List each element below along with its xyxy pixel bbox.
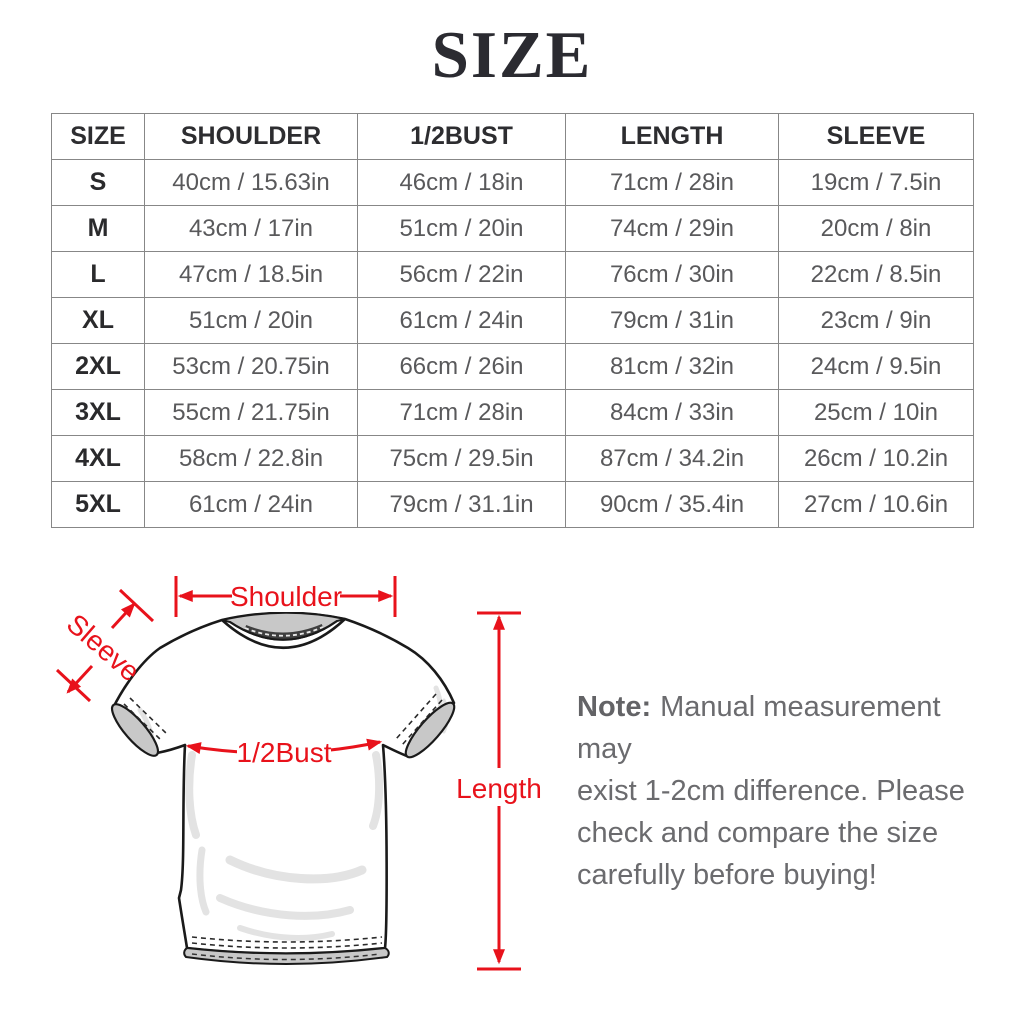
table-row [52, 160, 974, 206]
header-shoulder: SHOULDER [145, 114, 358, 160]
measurement-cell: 76cm / 30in [566, 252, 779, 298]
sleeve-label: Sleeve [60, 607, 146, 688]
measurement-cell: 74cm / 29in [566, 206, 779, 252]
bust-label: 1/2Bust [236, 737, 332, 768]
size-table [51, 113, 974, 528]
measurement-cell: 27cm / 10.6in [779, 482, 974, 528]
measurement-cell: 47cm / 18.5in [145, 252, 358, 298]
note-line: carefully before buying! [577, 859, 877, 891]
note-line: exist 1-2cm difference. Please [577, 775, 965, 807]
size-cell: L [52, 252, 145, 298]
measurement-cell: 81cm / 32in [566, 344, 779, 390]
measurement-cell: 71cm / 28in [358, 390, 566, 436]
header-size: SIZE [52, 114, 145, 160]
measurement-cell: 66cm / 26in [358, 344, 566, 390]
size-cell: 2XL [52, 344, 145, 390]
size-cell: 5XL [52, 482, 145, 528]
measurement-cell: 84cm / 33in [566, 390, 779, 436]
size-cell: 3XL [52, 390, 145, 436]
header-bust: 1/2BUST [358, 114, 566, 160]
header-row [52, 114, 974, 160]
table-row [52, 298, 974, 344]
size-cell: XL [52, 298, 145, 344]
note-line: check and compare the size [577, 817, 939, 849]
measurement-cell: 61cm / 24in [145, 482, 358, 528]
measurement-cell: 87cm / 34.2in [566, 436, 779, 482]
length-label: Length [456, 773, 542, 804]
measurement-cell: 56cm / 22in [358, 252, 566, 298]
size-cell: M [52, 206, 145, 252]
measurement-cell: 51cm / 20in [145, 298, 358, 344]
measurement-cell: 23cm / 9in [779, 298, 974, 344]
measurement-cell: 90cm / 35.4in [566, 482, 779, 528]
measurement-cell: 61cm / 24in [358, 298, 566, 344]
table-row [52, 252, 974, 298]
measurement-cell: 71cm / 28in [566, 160, 779, 206]
measurement-cell: 24cm / 9.5in [779, 344, 974, 390]
measurement-cell: 43cm / 17in [145, 206, 358, 252]
size-table-body [52, 160, 974, 528]
size-table-header [52, 114, 974, 160]
shoulder-label: Shoulder [229, 581, 343, 612]
sleeve-arrow-up [112, 604, 134, 628]
size-cell: S [52, 160, 145, 206]
sleeve-arrow-down [68, 666, 92, 692]
measurement-cell: 25cm / 10in [779, 390, 974, 436]
measurement-cell: 79cm / 31.1in [358, 482, 566, 528]
measurement-cell: 26cm / 10.2in [779, 436, 974, 482]
measurement-cell: 20cm / 8in [779, 206, 974, 252]
note [577, 686, 997, 896]
sleeve-tick-top [120, 590, 153, 621]
table-row [52, 344, 974, 390]
measurement-cell: 75cm / 29.5in [358, 436, 566, 482]
header-length: LENGTH [566, 114, 779, 160]
size-cell: 4XL [52, 436, 145, 482]
measurement-cell: 55cm / 21.75in [145, 390, 358, 436]
tshirt-measurement-diagram [40, 560, 600, 1024]
measurement-cell: 79cm / 31in [566, 298, 779, 344]
header-sleeve: SLEEVE [779, 114, 974, 160]
note-line: Manual measurement may [577, 691, 941, 765]
measurement-cell: 51cm / 20in [358, 206, 566, 252]
measurement-cell: 58cm / 22.8in [145, 436, 358, 482]
table-row [52, 482, 974, 528]
tshirt-drawing [106, 613, 461, 964]
measurement-cell: 40cm / 15.63in [145, 160, 358, 206]
table-row [52, 436, 974, 482]
measurement-cell: 46cm / 18in [358, 160, 566, 206]
table-row [52, 206, 974, 252]
measurement-cell: 19cm / 7.5in [779, 160, 974, 206]
measurement-cell: 53cm / 20.75in [145, 344, 358, 390]
table-row [52, 390, 974, 436]
note-label: Note: [577, 691, 652, 723]
page-title: SIZE [431, 18, 593, 92]
measurement-cell: 22cm / 8.5in [779, 252, 974, 298]
tshirt-body [113, 613, 454, 954]
